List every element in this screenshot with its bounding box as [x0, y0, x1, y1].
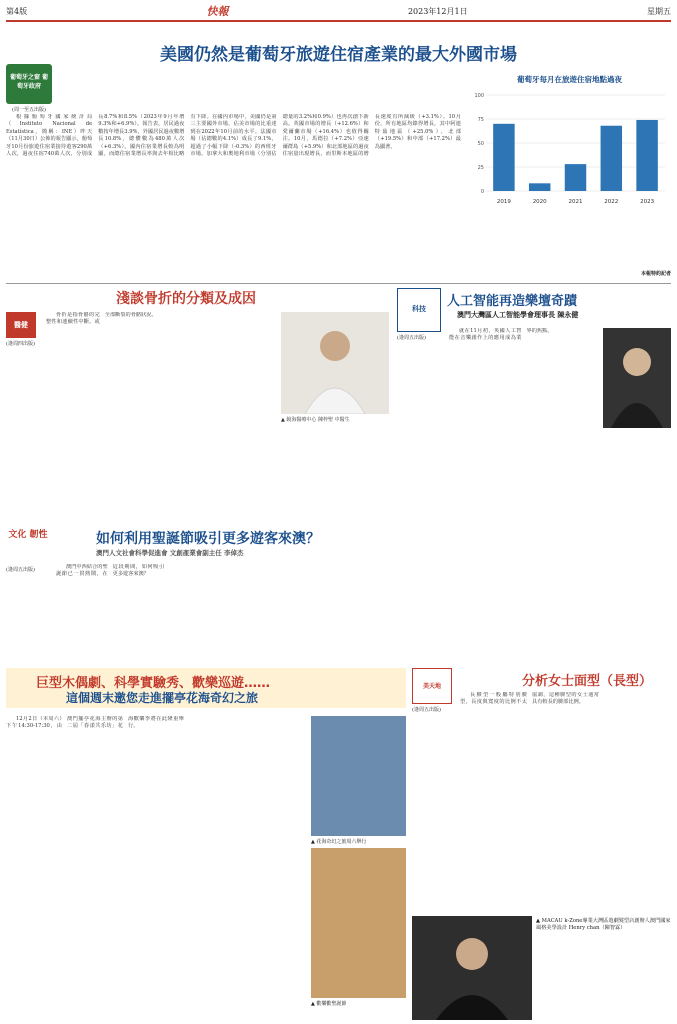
chart-bar — [529, 183, 550, 191]
page-weekday: 星期五 — [647, 6, 671, 16]
chart-bar — [636, 120, 657, 191]
chart-y-tick: 100 — [474, 93, 484, 99]
article-christmas-text: 澳門中西結合的聖誕節已一貫熱鬧，在這段期間，如何吸引更多遊客來澳？ — [56, 564, 165, 578]
beauty-logo — [412, 668, 452, 704]
author-photo — [603, 328, 671, 428]
chart-bar — [601, 126, 622, 191]
article-ai-music — [397, 288, 671, 663]
article-puppet-text: 12月2日（本周六）下午14:30-17:30，由澳門擺亭花海主辦的第二屆「春漾共乐坊」花海歡樂季將在此隆重舉行。 — [6, 716, 184, 730]
culture-logo-caption: (逢周五出版) — [6, 567, 35, 573]
health-logo-text: 醫健 — [14, 321, 28, 329]
article-fracture-title: 淺談骨折的分類及成因 — [116, 291, 256, 307]
chart-x-tick: 2023 — [640, 199, 655, 205]
chart-x-tick: 2022 — [604, 199, 619, 205]
article-tourism-body — [6, 114, 461, 274]
chart-bar — [493, 124, 514, 191]
doctor-photo — [281, 312, 389, 414]
health-logo-caption: (逢周四出版) — [6, 341, 35, 347]
event-photo-2 — [311, 848, 406, 998]
article-puppet-body — [6, 716, 306, 1016]
tourism-byline: 本報特約記者 — [640, 271, 671, 277]
event-photo-1 — [311, 716, 406, 836]
chart-bar — [565, 164, 586, 191]
masthead: 快報 — [206, 5, 229, 18]
article-puppet-title2: 這個週末邀您走進擺亭花海奇幻之旅 — [66, 691, 259, 705]
article-puppet-title: 巨型木偶劇、科學實驗秀、歡樂巡遊…… — [36, 676, 271, 691]
chart-x-tick: 2021 — [568, 199, 583, 205]
article-ai-title: 人工智能再造樂壇奇蹟 — [447, 294, 578, 309]
stylist-photo — [412, 916, 532, 1020]
culture-logo — [6, 524, 50, 564]
beauty-logo-text: 美天地 — [422, 683, 441, 690]
beauty-logo-caption: (逢周五出版) — [412, 707, 441, 713]
article-face-title: 分析女士面型（長型） — [522, 674, 653, 689]
chart-y-tick: 25 — [477, 165, 484, 171]
tech-logo — [397, 288, 441, 332]
health-logo — [6, 312, 36, 338]
article-christmas — [6, 524, 391, 664]
tech-logo-text: 科技 — [412, 305, 426, 313]
chart-y-tick: 75 — [477, 117, 484, 123]
doctor-caption: ▲ 鏡海醫療中心 陳梓聖 中醫生 — [281, 417, 350, 423]
article-fracture-text: 骨折是指骨骼的完整性和連續性中斷。或全部斷裂的骨骼狀況。 — [46, 312, 157, 326]
header-rule — [6, 20, 671, 22]
event-caption-1: ▲ 花海奇幻之旅周六舉行 — [311, 839, 367, 845]
article-christmas-title: 如何利用聖誕節吸引更多遊客來澳？ — [96, 531, 320, 547]
chart-y-tick: 50 — [477, 141, 484, 147]
article-ai-text: 就在11月初，英國人工智能在音樂創作上的應用成為業界的焦點。 — [449, 328, 553, 342]
stylist-figure — [412, 916, 532, 1020]
tourism-logo-caption: (周一至五出版) — [12, 107, 46, 113]
chart-y-tick: 0 — [480, 189, 484, 195]
article-tourism-text: 根據葡萄牙國家統計局（Instituto Nacional de Estatística，簡稱：INE）昨天（11月30日）公佈的報告顯示，葡萄牙10月份旅遊住宿業接待遊客290萬人次，過夜住宿740萬人次，分別成長8.7%和8.5%（2023年9月年增9.3%和+6.9%）。報告表，居民過夜數按年增長3.9%，外國居民過夜數增長10.8%，總體數為480萬人次（+6.3%）。國內住宿業增長較為明顯，而總住宿業增長率與去年相比略有下降。在國內市場中，美國仍是第三主要國外市場，佔美市場的比重達到在2022年10月前的水平。法國市場（佔總數的4.1%）成長了9.1%，超過了小幅下降（-0.3%）的西班牙市場。加拿大和奧地利市場（分別佔總量的3.2%和0.9%）也再次創下新高。英國市場的增長（+12.6%）和愛爾蘭市場（+16.4%）也值得關注。10月，馬德拉（+7.2%）亞速爾群島（+5.9%）和北部地區的過夜住宿量出現增長，而里斯本地區的增長速度有所減緩（+3.1%）。10月份，所有地區均錄得增長，其中阿連特茹地區（+25.0%）、北部（+19.5%）和中部（+17.2%）最為顯著。 — [6, 114, 461, 158]
author-figure — [603, 328, 671, 428]
tourism-logo — [6, 64, 52, 104]
article-fracture-body — [46, 312, 276, 517]
divider — [6, 283, 671, 284]
article-tourism-title: 美國仍然是葡萄牙旅遊住宿產業的最大外國市場 — [160, 45, 517, 65]
culture-logo-text: 文化 韌性 — [8, 530, 48, 540]
article-face-body — [460, 692, 671, 912]
chart-title: 葡萄牙每月在旅遊住宿地點過夜 — [517, 75, 622, 84]
article-christmas-subtitle: 澳門人文社會科學促進會 文創產業會副主任 李倬杰 — [96, 549, 244, 557]
chart-canvas — [468, 89, 671, 209]
tourism-chart — [468, 74, 671, 274]
article-christmas-body — [56, 564, 391, 662]
doctor-figure — [281, 312, 389, 414]
article-ai-subtitle: 澳門大灣區人工智能學會理事長 陳永健 — [457, 311, 579, 319]
tech-logo-caption: (逢周五出版) — [397, 335, 426, 341]
page-header — [6, 4, 671, 18]
page-number: 第4版 — [6, 6, 28, 16]
article-ai-body-left — [449, 328, 599, 658]
article-puppet — [6, 668, 406, 1020]
chart-x-tick: 2019 — [496, 199, 511, 205]
event-caption-2: ▲ 歡樂歡聖誕節 — [311, 1001, 347, 1007]
article-fracture — [6, 288, 391, 520]
article-face-shape — [412, 668, 671, 1020]
article-face-text: 長臉型一般屬特別臉型，長度與寬度的比例不太協調，這種臉型的女士通常具有較長的臉部比例。 — [460, 692, 599, 706]
tourism-logo-text: 葡萄牙之窗 葡萄牙政府 — [9, 74, 49, 90]
page-date: 2023年12月1日 — [407, 6, 468, 16]
article-tourism — [6, 24, 671, 282]
chart-x-tick: 2020 — [532, 199, 547, 205]
stylist-caption: ▲ MACAU k-Zone專業大灣區遊劇髮型店創辦人澳門國家風格美學設計 Henry chan（陳智霖） — [536, 918, 671, 931]
